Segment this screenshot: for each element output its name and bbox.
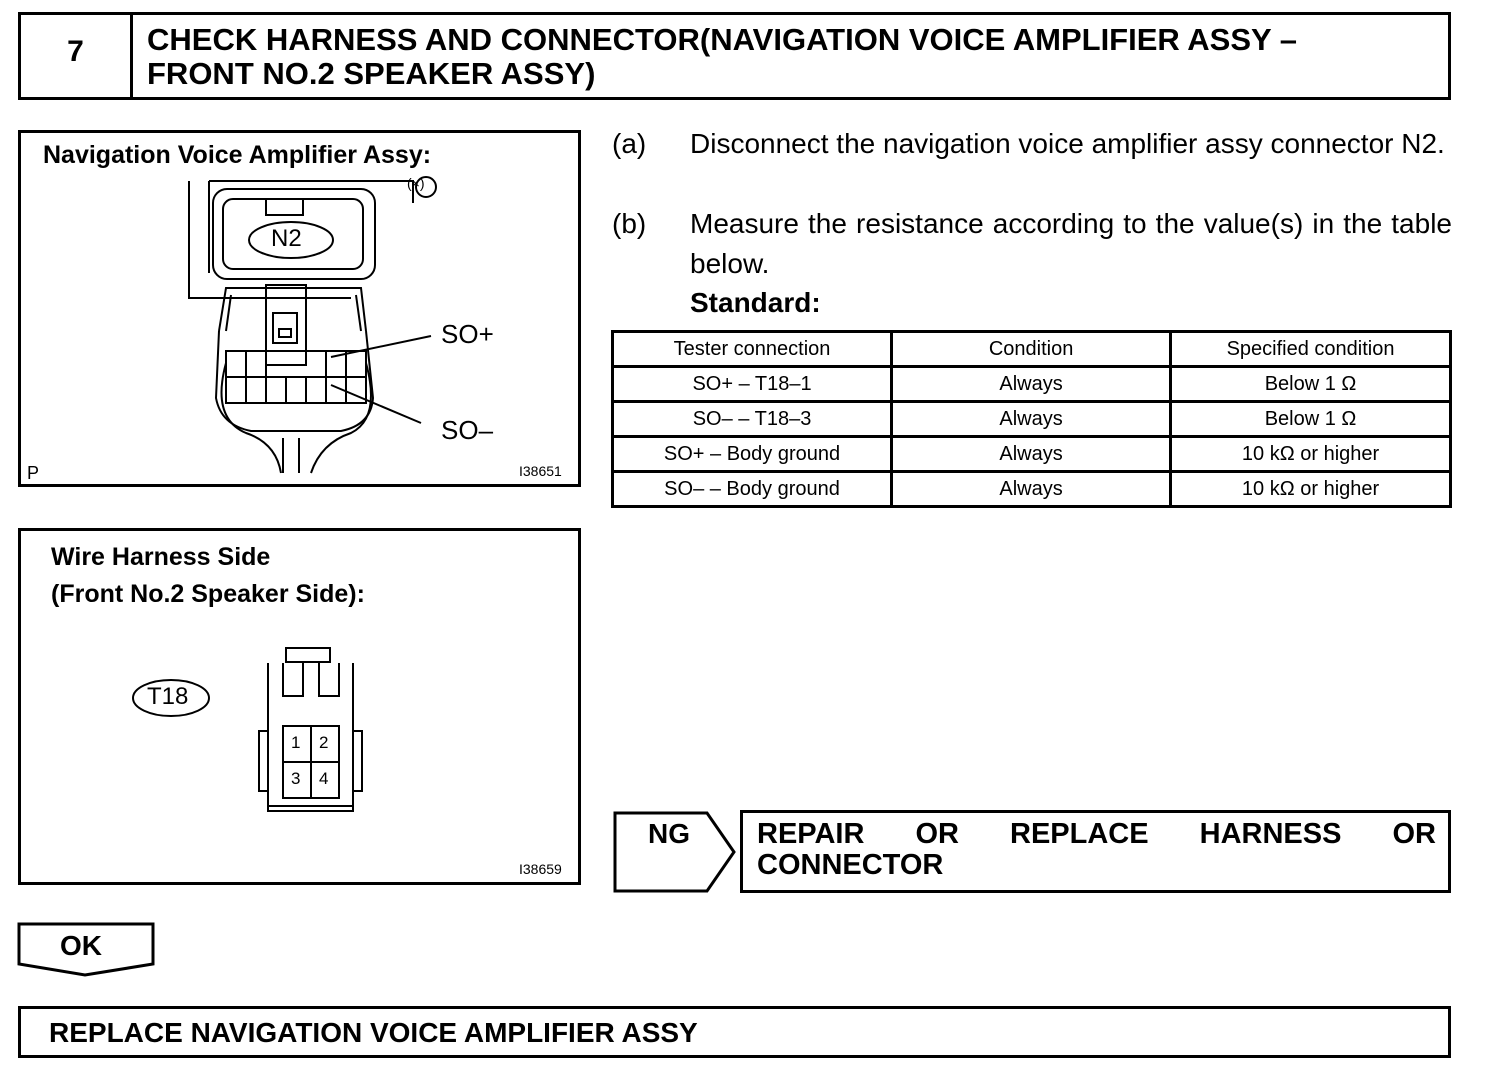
step-b — [612, 204, 1452, 284]
step-b-text: Measure the resistance according to the value(s) in the table below. — [690, 208, 1452, 279]
table-cell: 10 kΩ or higher — [1171, 472, 1451, 507]
figure-id: I38651 — [519, 463, 562, 479]
connector-t18-label: T18 — [147, 683, 189, 710]
column-header: Specified condition — [1171, 332, 1451, 367]
step-title-line1: CHECK HARNESS AND CONNECTOR(NAVIGATION VOICE AMPLIFIER ASSY – — [147, 22, 1297, 57]
table-row — [613, 472, 1451, 507]
table-cell: Below 1 Ω — [1171, 402, 1451, 437]
amplifier-connector-figure — [18, 130, 581, 487]
step-header — [18, 12, 1451, 100]
table-cell: Always — [892, 472, 1171, 507]
final-action-box — [18, 1006, 1451, 1058]
step-title — [147, 23, 1428, 91]
pin-label: 4 — [319, 769, 329, 788]
table-header-row — [613, 332, 1451, 367]
figure-id: I38659 — [519, 861, 562, 877]
table-row — [613, 367, 1451, 402]
amplifier-figure-title: Navigation Voice Amplifier Assy: — [43, 141, 432, 169]
harness-figure-title-line1: Wire Harness Side — [51, 543, 271, 571]
ng-action-box — [740, 810, 1451, 893]
so-plus-label: SO+ — [441, 319, 494, 349]
speaker-connector-figure — [18, 528, 581, 885]
ng-action-text: REPAIR OR REPLACE HARNESS OR CONNECTOR — [757, 818, 1436, 881]
pin-label: 3 — [291, 769, 301, 788]
figure-corner-mark: P — [27, 463, 40, 483]
step-b-letter: (b) — [612, 208, 647, 239]
step-a-text: Disconnect the navigation voice amplifier assy connector N2. — [690, 128, 1445, 159]
amplifier-connector-diagram — [21, 133, 578, 484]
so-minus-label: SO– — [441, 415, 494, 445]
table-cell: Always — [892, 402, 1171, 437]
pin-label: 2 — [319, 733, 329, 752]
harness-figure-title-line2: (Front No.2 Speaker Side): — [51, 580, 365, 608]
resistance-spec-table — [611, 330, 1452, 508]
step-number: 7 — [21, 15, 133, 97]
table-cell: SO+ – T18–1 — [613, 367, 892, 402]
column-header: Condition — [892, 332, 1171, 367]
final-action-text: REPLACE NAVIGATION VOICE AMPLIFIER ASSY — [49, 1017, 698, 1048]
table-cell: Always — [892, 437, 1171, 472]
table-cell: 10 kΩ or higher — [1171, 437, 1451, 472]
ok-label: OK — [60, 930, 102, 961]
table-cell: Always — [892, 367, 1171, 402]
connector-n2-label: N2 — [271, 225, 302, 252]
pin-label: 1 — [291, 733, 301, 752]
step-a — [612, 124, 1452, 204]
table-cell: SO– – T18–3 — [613, 402, 892, 437]
step-a-letter: (a) — [612, 128, 647, 159]
step-title-line2: FRONT NO.2 SPEAKER ASSY) — [147, 56, 596, 91]
table-row — [613, 437, 1451, 472]
table-row — [613, 402, 1451, 437]
standard-label: Standard: — [690, 287, 821, 318]
x-symbol: (×) — [407, 175, 425, 191]
table-cell: Below 1 Ω — [1171, 367, 1451, 402]
table-cell: SO– – Body ground — [613, 472, 892, 507]
table-cell: SO+ – Body ground — [613, 437, 892, 472]
ng-label: NG — [648, 818, 690, 849]
column-header: Tester connection — [613, 332, 892, 367]
